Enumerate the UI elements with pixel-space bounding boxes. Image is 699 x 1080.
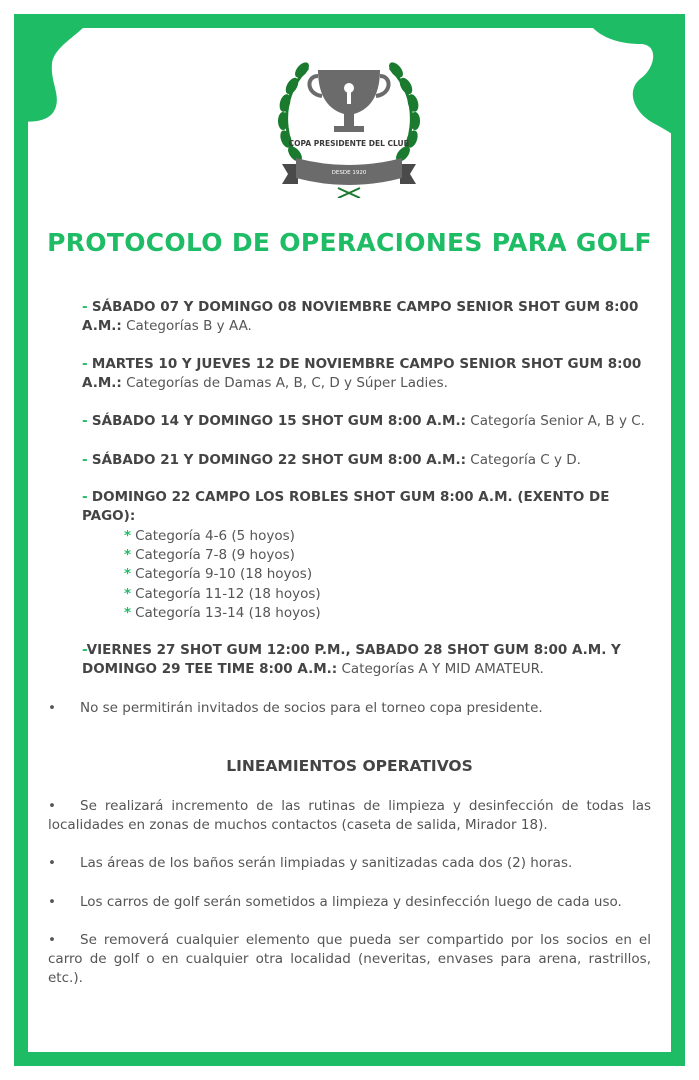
list-item: * Categoría 7-8 (9 hoyos) xyxy=(124,547,295,564)
corner-blob-left xyxy=(14,14,94,124)
schedule-item: - DOMINGO 22 CAMPO LOS ROBLES SHOT GUM 8:00 A.M. (EXENTO DE PAGO): xyxy=(82,489,610,524)
category-list xyxy=(124,527,321,623)
guideline-item: • Las áreas de los baños serán limpiadas y sanitizadas cada dos (2) horas. xyxy=(48,855,573,871)
section-subtitle: LINEAMIENTOS OPERATIVOS xyxy=(226,757,473,775)
list-item: * Categoría 13-14 (18 hoyos) xyxy=(124,604,321,621)
guideline-item: • Los carros de golf serán sometidos a limpieza y desinfección luego de cada uso. xyxy=(48,894,622,910)
schedule-item: -VIERNES 27 SHOT GUM 12:00 P.M., SABADO 28 SHOT GUM 8:00 A.M. Y DOMINGO 29 TEE TIME 8:00 A.M.: Categorías A Y MID AMATEUR. xyxy=(82,642,621,677)
note-item: • No se permitirán invitados de socios para el torneo copa presidente. xyxy=(48,700,543,716)
club-trophy-logo xyxy=(268,48,430,198)
page-title: PROTOCOLO DE OPERACIONES PARA GOLF xyxy=(47,228,652,257)
schedule-item: - MARTES 10 Y JUEVES 12 DE NOVIEMBRE CAMPO SENIOR SHOT GUM 8:00 A.M.: Categorías de Damas A, B, C, D y Súper Ladies. xyxy=(82,356,642,391)
corner-blob-right xyxy=(585,14,685,144)
list-item: * Categoría 9-10 (18 hoyos) xyxy=(124,566,313,583)
schedule-item: - SÁBADO 07 Y DOMINGO 08 NOVIEMBRE CAMPO SENIOR SHOT GUM 8:00 A.M.: Categorías B y AA. xyxy=(82,299,639,334)
list-item: * Categoría 4-6 (5 hoyos) xyxy=(124,528,295,544)
guideline-item: • Se realizará incremento de las rutinas de limpieza y desinfección de todas las localidades en zonas de muchos contactos (caseta de salida, Mirador 18). xyxy=(48,798,651,833)
schedule-item: - SÁBADO 14 Y DOMINGO 15 SHOT GUM 8:00 A.M.: Categoría Senior A, B y C. xyxy=(82,413,645,429)
logo-ribbon-text: DESDE 1920 xyxy=(331,170,367,176)
logo-banner-text: COPA PRESIDENTE DEL CLUB xyxy=(288,139,410,148)
list-item: * Categoría 11-12 (18 hoyos) xyxy=(124,585,321,602)
schedule-item: - SÁBADO 21 Y DOMINGO 22 SHOT GUM 8:00 A.M.: Categoría C y D. xyxy=(82,452,581,468)
guideline-item: • Se removerá cualquier elemento que pueda ser compartido por los socios en el carro de golf o en cualquier otra localidad (neveritas, envases para arena, rastrillos, etc.). xyxy=(48,932,651,986)
trophy-icon xyxy=(309,70,388,132)
